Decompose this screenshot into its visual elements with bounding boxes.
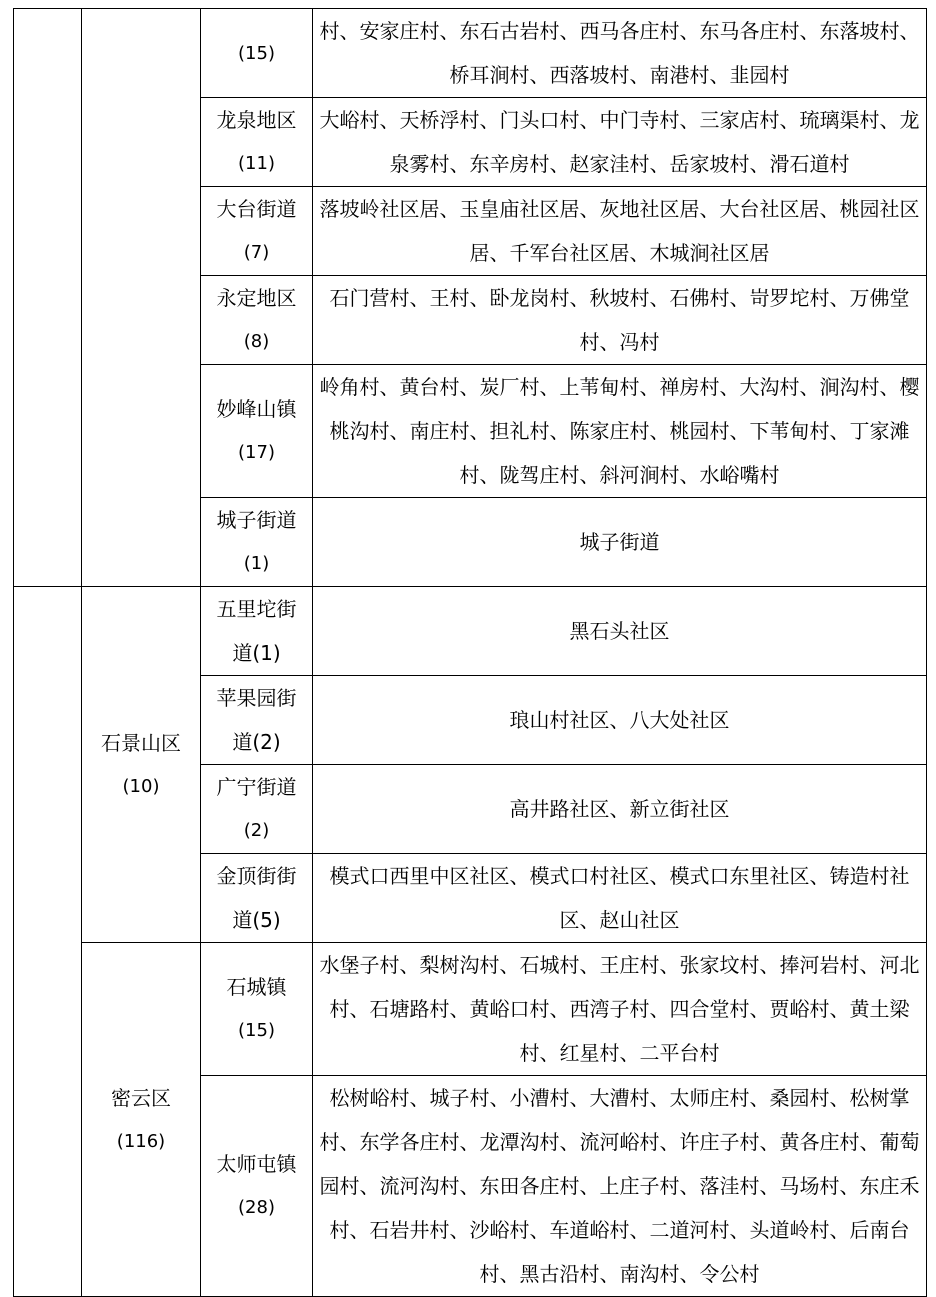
town-count: 道(5) [232, 908, 281, 932]
table-row [14, 587, 927, 676]
town-name: 永定地区 [216, 286, 297, 310]
town-count: (2) [243, 820, 270, 841]
district-cell [82, 587, 201, 943]
town-name: 金顶街街 [216, 864, 297, 888]
town-cell [201, 365, 313, 498]
town-cell [201, 9, 313, 98]
town-cell [201, 587, 313, 676]
villages-text: 落坡岭社区居、玉皇庙社区居、灰地社区居、大台社区居、桃园社区居、千军台社区居、木城涧社区居 [319, 197, 920, 265]
town-cell [201, 1076, 313, 1297]
table-row [14, 9, 927, 98]
villages-cell [313, 498, 927, 587]
villages-text: 琅山村社区、八大处社区 [509, 708, 730, 732]
villages-cell [313, 943, 927, 1076]
town-name: 石城镇 [226, 975, 287, 999]
town-count: (15) [238, 43, 275, 64]
town-name: 五里坨街 [216, 597, 297, 621]
villages-text: 大峪村、天桥浮村、门头口村、中门寺村、三家店村、琉璃渠村、龙泉雾村、东辛房村、赵家洼村、岳家坡村、滑石道村 [319, 108, 920, 176]
district-name: 石景山区 [101, 730, 181, 755]
town-count: (28) [238, 1197, 275, 1218]
villages-cell [313, 187, 927, 276]
town-cell [201, 854, 313, 943]
town-cell [201, 676, 313, 765]
town-count: (11) [238, 153, 275, 174]
villages-cell [313, 676, 927, 765]
villages-text: 高井路社区、新立街社区 [509, 797, 730, 821]
villages-cell [313, 9, 927, 98]
town-name: 城子街道 [216, 508, 297, 532]
town-name: 苹果园街 [216, 686, 297, 710]
town-count: (8) [243, 331, 270, 352]
villages-cell [313, 365, 927, 498]
town-name: 龙泉地区 [216, 108, 297, 132]
villages-cell [313, 98, 927, 187]
villages-text: 水堡子村、梨树沟村、石城村、王庄村、张家坟村、捧河岩村、河北村、石塘路村、黄峪口村、西湾子村、四合堂村、贾峪村、黄土梁村、红星村、二平台村 [319, 953, 920, 1065]
villages-text: 岭角村、黄台村、炭厂村、上苇甸村、禅房村、大沟村、涧沟村、樱桃沟村、南庄村、担礼村、陈家庄村、桃园村、下苇甸村、丁家滩村、陇驾庄村、斜河涧村、水峪嘴村 [319, 375, 920, 487]
villages-text: 石门营村、王村、卧龙岗村、秋坡村、石佛村、岢罗坨村、万佛堂村、冯村 [329, 286, 910, 354]
town-count: (7) [243, 242, 270, 263]
villages-cell [313, 854, 927, 943]
town-name: 妙峰山镇 [216, 397, 297, 421]
town-name: 大台街道 [216, 197, 297, 221]
district-count: (10) [122, 775, 160, 797]
town-cell [201, 187, 313, 276]
villages-text: 松树峪村、城子村、小漕村、大漕村、太师庄村、桑园村、松树掌村、东学各庄村、龙潭沟村、流河峪村、许庄子村、黄各庄村、葡萄园村、流河沟村、东田各庄村、上庄子村、落洼村、马场村、东庄禾村、石岩井村、沙峪村、车道峪村、二道河村、头道岭村、后南台村、黑古沿村、南沟村、令公村 [319, 1086, 920, 1286]
col-blank-cell [14, 587, 82, 1297]
town-cell [201, 765, 313, 854]
villages-text: 黑石头社区 [569, 619, 670, 643]
town-cell [201, 98, 313, 187]
town-count: (17) [238, 442, 275, 463]
district-name: 密云区 [111, 1085, 171, 1110]
town-cell [201, 498, 313, 587]
town-count: (1) [243, 553, 270, 574]
town-count: 道(1) [232, 641, 281, 665]
villages-text: 村、安家庄村、东石古岩村、西马各庄村、东马各庄村、东落坡村、桥耳涧村、西落坡村、南港村、韭园村 [319, 19, 920, 87]
town-cell [201, 276, 313, 365]
villages-cell [313, 765, 927, 854]
villages-cell [313, 587, 927, 676]
col-blank-cell [14, 9, 82, 587]
town-count: 道(2) [232, 730, 281, 754]
district-cell-continued [82, 9, 201, 587]
town-cell [201, 943, 313, 1076]
villages-text: 城子街道 [579, 530, 660, 554]
villages-cell [313, 276, 927, 365]
district-cell [82, 943, 201, 1297]
villages-cell [313, 1076, 927, 1297]
town-name: 广宁街道 [216, 775, 297, 799]
village-table [13, 8, 927, 1297]
town-count: (15) [238, 1020, 275, 1041]
table-row [14, 943, 927, 1076]
district-count: (116) [116, 1130, 166, 1152]
town-name: 太师屯镇 [216, 1152, 297, 1176]
villages-text: 模式口西里中区社区、模式口村社区、模式口东里社区、铸造村社区、赵山社区 [329, 864, 910, 932]
